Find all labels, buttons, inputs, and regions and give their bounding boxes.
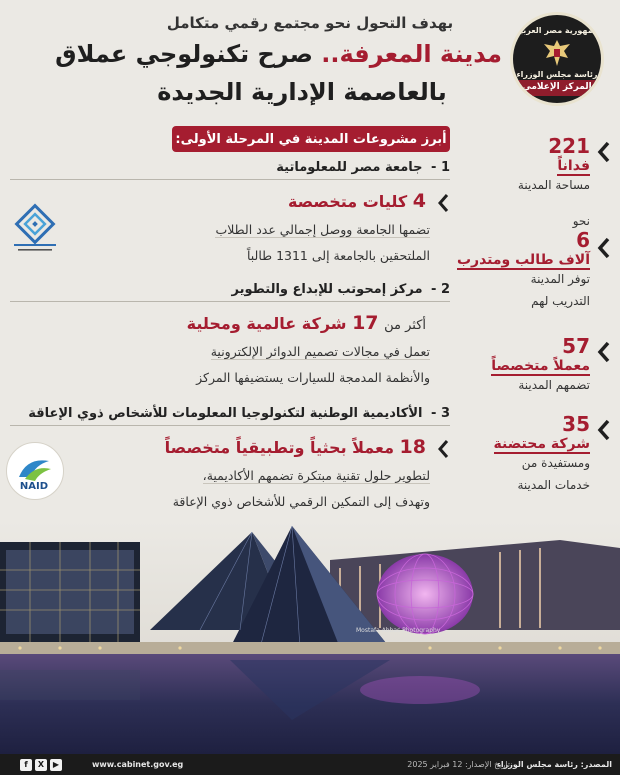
logo-top-text: جمهورية مصر العربية <box>515 26 599 35</box>
project-highlight <box>187 312 426 334</box>
highlight-text: شركة عالمية ومحلية <box>186 314 347 333</box>
highlight-text: معملاً بحثياً وتطبيقياً متخصصاً <box>164 438 394 457</box>
chevron-left-icon <box>596 340 612 364</box>
naid-academy-logo <box>6 442 64 500</box>
facebook-icon[interactable]: f <box>20 759 32 771</box>
highlight-prefix: أكثر من <box>384 318 426 333</box>
header-subtitle: بهدف التحول نحو مجتمع رقمي متكامل <box>166 14 454 32</box>
stat-students <box>452 214 620 312</box>
footer <box>0 754 620 775</box>
phase-banner: أبرز مشروعات المدينة في المرحلة الأولى: <box>172 126 450 152</box>
stat-value: 57 <box>562 334 590 358</box>
stat-desc: مساحة المدينة <box>517 178 590 192</box>
project-description: لتطوير حلول تقنية مبتكرة تضمهم الأكاديمية، <box>202 468 430 483</box>
chevron-left-icon <box>596 140 612 164</box>
stat-desc: تضمهم المدينة <box>518 378 590 392</box>
stat-value: 221 <box>548 134 590 158</box>
project-description: الملتحقين بالجامعة إلى 1311 طالباً <box>246 248 430 263</box>
project-description: وتهدف إلى التمكين الرقمي للأشخاص ذوي الإعاقة <box>172 494 430 509</box>
photo-credit: Mostafa Abbas Photography <box>356 627 441 634</box>
highlight-number: 4 <box>412 190 426 212</box>
title-description: صرح تكنولوجي عملاق <box>55 40 313 68</box>
chevron-left-icon <box>596 236 612 260</box>
footer-website-link[interactable]: www.cabinet.gov.eg <box>92 760 184 769</box>
project-number: 2 - <box>431 282 450 297</box>
project-name: جامعة مصر للمعلوماتية <box>276 160 423 175</box>
egypt-university-informatics-logo <box>6 200 64 258</box>
logo-mid-text: رئاسة مجلس الوزراء <box>516 70 598 79</box>
logo-bottom-text: المركز الإعلامي <box>513 80 601 96</box>
stat-desc: التدريب لهم <box>531 294 590 308</box>
project-heading <box>10 282 450 302</box>
stat-desc: خدمات المدينة <box>517 478 590 492</box>
project-heading <box>10 160 450 180</box>
chevron-left-icon <box>436 438 450 460</box>
project-description: تعمل في مجالات تصميم الدوائر الإلكترونية <box>210 344 430 359</box>
project-number: 1 - <box>431 160 450 175</box>
project-highlight <box>165 436 426 458</box>
stats-column <box>452 122 620 522</box>
knowledge-city-illustration <box>0 520 620 754</box>
stat-value: 6 <box>576 228 590 252</box>
stat-label: معملاً متخصصاً <box>491 358 590 374</box>
eagle-icon <box>540 38 574 68</box>
header <box>0 0 620 120</box>
highlight-number: 17 <box>352 312 379 334</box>
highlight-number: 18 <box>399 436 426 458</box>
stat-area <box>452 134 620 196</box>
project-description: والأنظمة المدمجة للسيارات يستضيفها المركز <box>196 370 430 385</box>
stat-label: شركة محتضنة <box>493 436 590 452</box>
stat-companies <box>452 412 620 496</box>
youtube-icon[interactable]: ▶ <box>50 759 62 771</box>
stat-desc: ومستفيدة من <box>521 456 590 470</box>
stat-label: فداناً <box>557 158 590 174</box>
x-twitter-icon[interactable]: X <box>35 759 47 771</box>
stat-labs <box>452 334 620 396</box>
project-number: 3 - <box>431 406 450 421</box>
knowledge-city-photo <box>0 520 620 754</box>
project-name: مركز إمحوتب للإبداع والتطوير <box>231 282 423 297</box>
title-city-name: مدينة المعرفة.. <box>321 40 502 68</box>
social-links <box>20 759 62 771</box>
header-title-line1 <box>55 40 502 68</box>
project-description: تضمها الجامعة ووصل إجمالي عدد الطلاب <box>215 222 430 237</box>
naid-emblem-icon <box>5 443 63 501</box>
stat-prefix: نحو <box>572 214 590 228</box>
stat-label: آلاف طالب ومتدرب <box>456 252 590 268</box>
highlight-text: كليات متخصصة <box>287 192 408 211</box>
project-name: الأكاديمية الوطنية لتكنولوجيا المعلومات للأشخاص ذوي الإعاقة <box>28 406 423 421</box>
project-highlight <box>288 190 426 212</box>
naid-logo-text: NAID <box>19 481 49 492</box>
stat-value: 35 <box>562 412 590 436</box>
stat-desc: توفر المدينة <box>530 272 590 286</box>
chevron-left-icon <box>596 418 612 442</box>
chevron-left-icon <box>436 192 450 214</box>
footer-release-date: تاريخ الإصدار: 12 فبراير 2025 <box>407 760 510 769</box>
header-title-line2: بالعاصمة الإدارية الجديدة <box>157 78 447 106</box>
cabinet-media-center-logo <box>510 12 604 106</box>
footer-source: المصدر: رئاسة مجلس الوزراء <box>496 760 612 769</box>
project-heading <box>10 406 450 426</box>
